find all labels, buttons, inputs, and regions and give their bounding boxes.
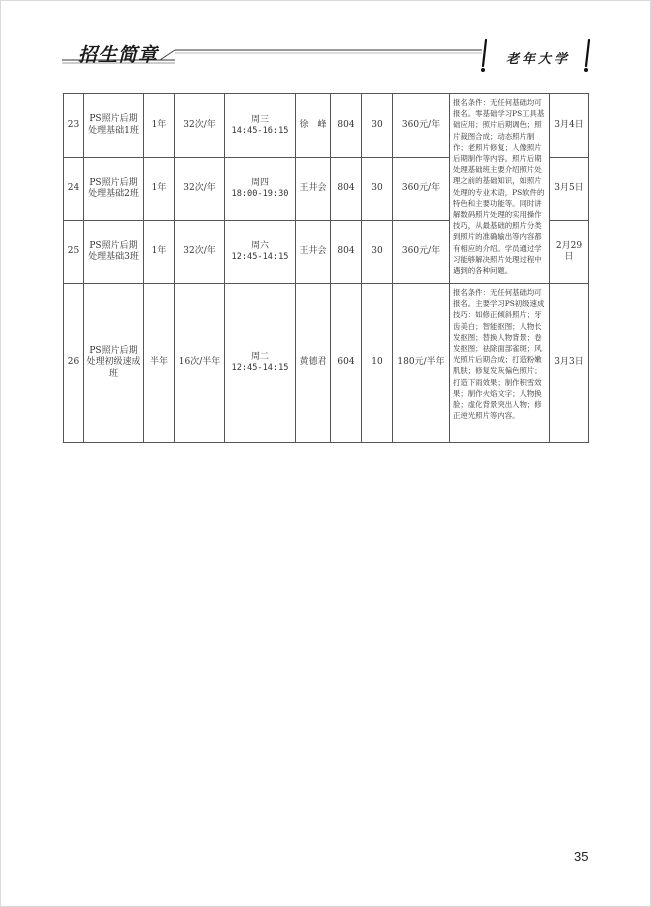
course-name: PS照片后期处理基础2班 xyxy=(84,158,144,221)
schedule-day: 周三 xyxy=(250,114,269,125)
course-room: 804 xyxy=(331,158,362,221)
course-teacher: 黄德君 xyxy=(296,284,331,443)
course-description: 报名条件：无任何基础均可报名。主要学习PS初级速成技巧：如修正倾斜照片；牙齿美白；智能抠图；人物长发抠图；替换人物背景；卷发抠图；祛除面部雀斑；风光照片后期合成；打造粉嫩肌肤；修复发灰偏色照片；打造下雨效果；制作积雪效果；制作火焰文字；人物换脸；虚化背景突出人物；修正逆光照片等内容。 xyxy=(450,284,550,443)
course-sessions: 32次/年 xyxy=(175,221,225,284)
course-number: 25 xyxy=(64,221,84,284)
course-room: 804 xyxy=(331,221,362,284)
course-sessions: 16次/半年 xyxy=(175,284,225,443)
course-number: 23 xyxy=(64,94,84,158)
course-capacity: 10 xyxy=(362,284,393,443)
table-row xyxy=(64,94,589,158)
course-fee: 360元/年 xyxy=(393,221,450,284)
schedule-time: 12:45-14:15 xyxy=(231,252,289,263)
course-duration: 半年 xyxy=(144,284,175,443)
course-start-date: 2月29日 xyxy=(550,221,589,284)
table-row xyxy=(64,284,589,443)
schedule-time: 18:00-19:30 xyxy=(231,189,289,200)
course-sessions: 32次/年 xyxy=(175,158,225,221)
course-name: PS照片后期处理初级速成班 xyxy=(84,284,144,443)
course-name: PS照片后期处理基础3班 xyxy=(84,221,144,284)
schedule-time: 14:45-16:15 xyxy=(231,125,289,136)
page-number: 35 xyxy=(574,849,589,864)
course-schedule xyxy=(225,284,296,443)
course-fee: 360元/年 xyxy=(393,158,450,221)
course-description: 报名条件：无任何基础均可报名。零基础学习PS工具基础应用；照片后期调色；照片裁图合成；动态照片制作；老照片修复；人像照片后期制作等内容。照片后期处理基础班主要介绍照片处理之前的基础知识，如照片处理的专业术语，PS软件的特色和主要功能等。同时讲解数码照片处理的实用操作技巧，从最基础的照片分类到照片的准确输出等内容都有相应的介绍。学员通过学习能够解决照片处理过程中遇到的各种问题。 xyxy=(450,94,550,284)
course-teacher: 王井会 xyxy=(296,221,331,284)
course-start-date: 3月5日 xyxy=(550,158,589,221)
brochure-title: 招生简章 xyxy=(78,44,159,66)
course-teacher: 徐 峰 xyxy=(296,94,331,158)
course-duration: 1年 xyxy=(144,158,175,221)
course-capacity: 30 xyxy=(362,221,393,284)
course-name: PS照片后期处理基础1班 xyxy=(84,94,144,158)
course-capacity: 30 xyxy=(362,94,393,158)
course-schedule xyxy=(225,158,296,221)
course-capacity: 30 xyxy=(362,158,393,221)
course-sessions: 32次/年 xyxy=(175,94,225,158)
course-table xyxy=(63,93,589,443)
course-duration: 1年 xyxy=(144,94,175,158)
course-start-date: 3月4日 xyxy=(550,94,589,158)
course-schedule xyxy=(225,221,296,284)
course-duration: 1年 xyxy=(144,221,175,284)
schedule-day: 周二 xyxy=(250,352,269,362)
course-number: 26 xyxy=(64,284,84,443)
course-start-date: 3月3日 xyxy=(550,284,589,443)
course-fee: 360元/年 xyxy=(393,94,450,158)
schedule-day: 周四 xyxy=(250,178,269,188)
university-title: 老年大学 xyxy=(506,52,571,67)
schedule-day: 周六 xyxy=(250,241,269,251)
course-teacher: 王井会 xyxy=(296,158,331,221)
course-schedule xyxy=(225,94,296,158)
course-room: 604 xyxy=(331,284,362,443)
course-room: 804 xyxy=(331,94,362,158)
schedule-time: 12:45-14:15 xyxy=(231,363,289,374)
course-number: 24 xyxy=(64,158,84,221)
course-fee: 180元/半年 xyxy=(393,284,450,443)
